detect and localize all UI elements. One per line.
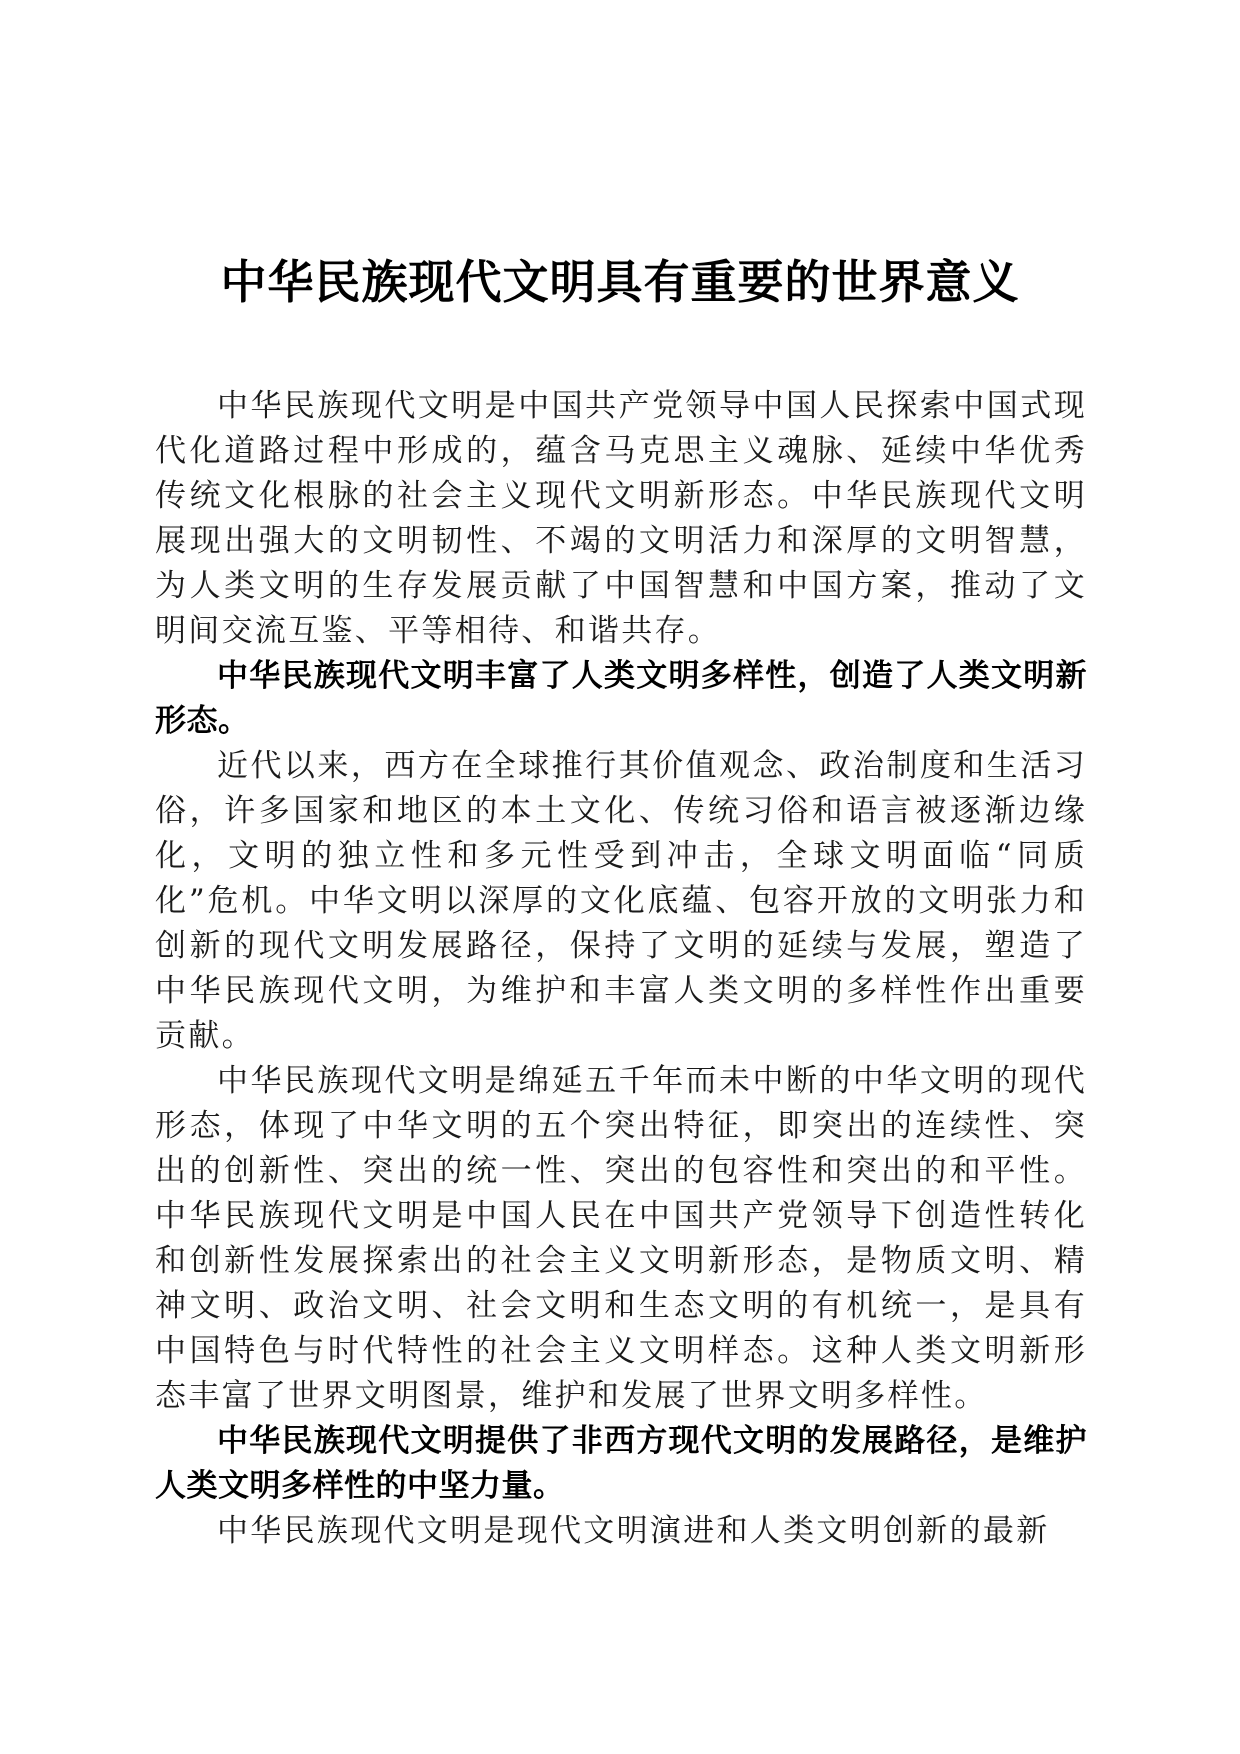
section-heading: 中华民族现代文明丰富了人类文明多样性，创造了人类文明新形态。 xyxy=(155,658,1087,739)
document-body xyxy=(155,384,1087,1554)
document-title: 中华民族现代文明具有重要的世界意义 xyxy=(220,255,1020,309)
body-paragraph: 近代以来，西方在全球推行其价值观念、政治制度和生活习俗，许多国家和地区的本土文化、传统习俗和语言被逐渐边缘化，文明的独立性和多元性受到冲击，全球文明面临“同质化”危机。中华文明以深厚的文化底蕴、包容开放的文明张力和创新的现代文明发展路径，保持了文明的延续与发展，塑造了中华民族现代文明，为维护和丰富人类文明的多样性作出重要贡献。 xyxy=(155,748,1087,1054)
body-paragraph: 中华民族现代文明是绵延五千年而未中断的中华文明的现代形态，体现了中华文明的五个突出特征，即突出的连续性、突出的创新性、突出的统一性、突出的包容性和突出的和平性。中华民族现代文明是中国人民在中国共产党领导下创造性转化和创新性发展探索出的社会主义文明新形态，是物质文明、精神文明、政治文明、社会文明和生态文明的有机统一，是具有中国特色与时代特性的社会主义文明样态。这种人类文明新形态丰富了世界文明图景，维护和发展了世界文明多样性。 xyxy=(155,1063,1087,1414)
section-heading: 中华民族现代文明提供了非西方现代文明的发展路径，是维护人类文明多样性的中坚力量。 xyxy=(155,1423,1087,1504)
body-paragraph: 中华民族现代文明是中国共产党领导中国人民探索中国式现代化道路过程中形成的，蕴含马克思主义魂脉、延续中华优秀传统文化根脉的社会主义现代文明新形态。中华民族现代文明展现出强大的文明韧性、不竭的文明活力和深厚的文明智慧，为人类文明的生存发展贡献了中国智慧和中国方案，推动了文明间交流互鉴、平等相待、和谐共存。 xyxy=(155,388,1087,649)
body-paragraph: 中华民族现代文明是现代文明演进和人类文明创新的最新 xyxy=(217,1513,1050,1549)
